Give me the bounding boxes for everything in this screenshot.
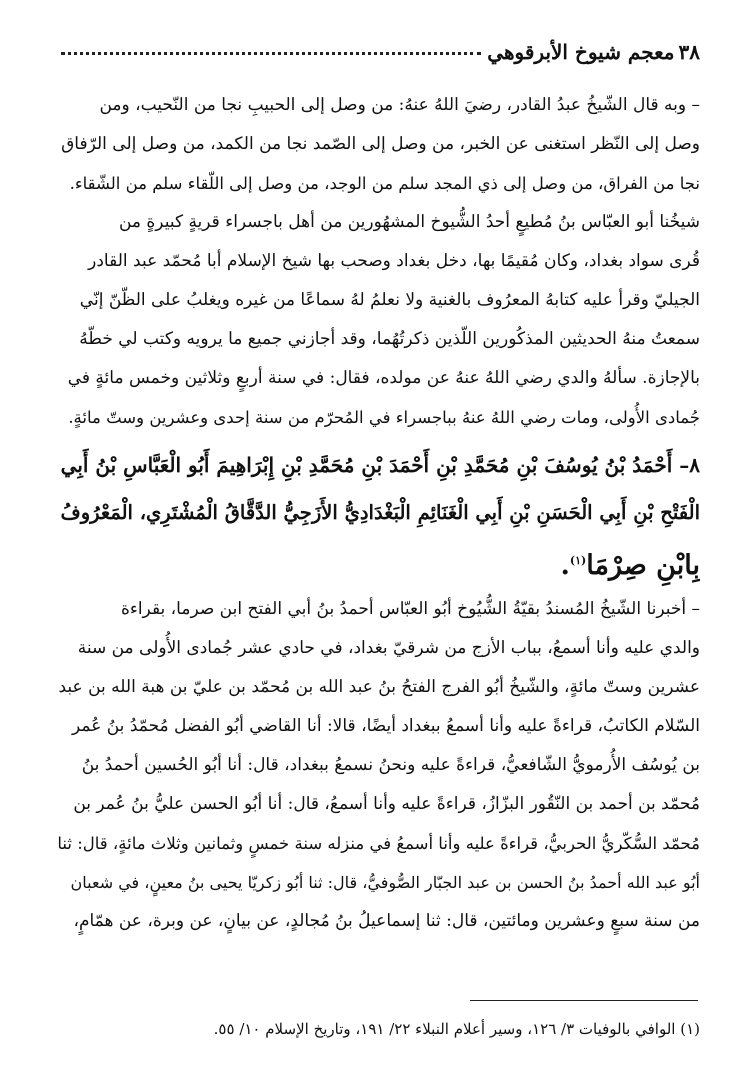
text-line: نجا من الفراق، من وصل إلى ذي المجد سلم من الوجد، من وصل إلى اللّقاء سلم من الشّقاء. xyxy=(69,174,700,193)
page-body xyxy=(55,86,700,941)
footnote-separator xyxy=(470,1000,698,1001)
footnote: (١) الوافي بالوفيات ٣/ ١٢٦، وسير أعلام النبلاء ٢٢/ ١٩١، وتاريخ الإسلام ١٠/ ٥٥. xyxy=(213,1020,700,1038)
text-line: وصل إلى النّظر استغنى عن الخبر، من وصل إلى الصّمد نجا من الكمد، من وصل إلى الرّفاق xyxy=(61,134,700,154)
text-line: بن يُوسُف الأُرمويُّ الشّافعيُّ، قراءةً عليه ونحنُ نسمعُ ببغداد، قال: أنا أبُو الحُسين أحمدُ بنُ xyxy=(81,755,700,775)
footnote-reference: (١) xyxy=(569,554,587,567)
text-line: مُحمّد السُّكّريُّ الحربيُّ، قراءةً عليه وأنا أسمعُ في منزله سنة خمسٍ وثمانين وثلاث مائةٍ، قال: ثنا xyxy=(57,834,700,853)
text-line: عشرين وستّ مائةٍ، والشّيخُ أبُو الفرج الفتحُ بنُ عبد الله بن مُحمّد بن عليّ بن هبة الله بن عبد xyxy=(58,677,700,697)
heading-end: . xyxy=(560,550,570,581)
heading-line-text: بِابْنِ صِرْمَا xyxy=(586,550,700,581)
text-line: والدي عليه وأنا أسمعُ، بباب الأزج من شرقيّ بغداد، في حادي عشر جُمادى الأُولى من سنة xyxy=(77,638,700,658)
text-line: – أخبرنا الشّيخُ المُسندُ بقيّةُ الشُّيُوخ أبُو العبّاس أحمدُ بنُ أبي الفتح ابن صرما، بقراءة xyxy=(120,599,700,619)
text-line: – وبه قال الشّيخُ عبدُ القادر، رضيَ اللهُ عنهُ: من وصل إلى الحبيبِ نجا من النّحيب، ومن xyxy=(99,95,700,115)
paragraph-isnad xyxy=(55,590,700,941)
text-line: أبُو عبد الله أحمدُ بنُ الحسن بن عبد الجبّار الصُّوفيُّ، قال: ثنا أبُو زكريّا يحيى بنُ معينٍ، في شعبان xyxy=(70,873,700,892)
running-header xyxy=(55,30,700,64)
entry-heading xyxy=(55,441,700,590)
heading-line: ٨– أَحْمَدُ بْنُ يُوسُفَ بْنِ مُحَمَّدِ بْنِ أَحْمَدَ بْنِ مُحَمَّدِ بْنِ إِبْرَاهِيمَ أَبُو الْعَبَّاسِ بْنُ أَبِي xyxy=(60,453,700,477)
paragraph-biography xyxy=(55,203,700,437)
text-line: جُمادى الأُولى، ومات رضي اللهُ عنهُ بباجسراء في المُحرّم من سنة إحدى وعشرين وستّ مائةٍ. xyxy=(68,408,700,427)
text-line: مُحمّد بن أحمد بن النّقُور البزّازُ، قراءةً عليه وأنا أسمعُ، قال: أنا أبُو الحسن عليُّ بنُ عُمر بن xyxy=(73,794,700,814)
paragraph-saying xyxy=(55,86,700,203)
heading-line xyxy=(55,537,700,590)
text-line: سمعتُ منهُ الحديثين المذكُورين اللّذين ذكرتُهُما، وقد أجازني جميع ما يرويه وكتب لي خطّهُ xyxy=(79,329,700,349)
page-number: ٣٨ xyxy=(678,40,700,64)
text-line: قُرى سواد بغداد، وكان مُقيمًا بها، دخل بغداد وصحب بها شيخ الإسلام أبا مُحمّد عبد القادر xyxy=(88,251,700,271)
book-title: معجم شيوخ الأبرقوهي xyxy=(487,40,675,64)
heading-line: الْفَتْحِ بْنِ أَبِي الْحَسَنِ بْنِ أَبِي الْغَنَائِمِ الْبَغْدَادِيُّ الأَزَجِيُّ الدَّقَّاقُ الْمُشْتَرِي، الْمَعْرُوفُ xyxy=(60,501,700,524)
text-line: شيخُنا أبو العبّاس بنُ مُطيعٍ أحدُ الشُّيوخ المشهُورين من أهل باجسراء قريةٍ كبيرةٍ من xyxy=(118,212,700,232)
text-line: بالإجازة. سألهُ والدي رضي اللهُ عنهُ عن مولده، فقال: في سنة أربعٍ وثلاثين وخمس مائةٍ في xyxy=(67,368,700,388)
header-dotted-leader xyxy=(61,51,481,55)
text-line: من سنة سبعٍ وعشرين ومائتين، قال: ثنا إسماعيلُ بنُ مُجالدٍ، عن بيانٍ، عن وبرة، عن همّامٍ، xyxy=(73,911,700,931)
text-line: الجيليّ وقرأ عليه كتابهُ المعرُوف بالغنية ولا نعلمُ لهُ سماعًا من غيره ويغلبُ على الظّنّ إنّي xyxy=(79,290,700,310)
text-line: السّلام الكاتبُ، قراءةً عليه وأنا أسمعُ ببغداد أيضًا، قالا: أنا القاضي أبُو الفضل مُحمّدُ بنُ عُمر xyxy=(71,716,700,736)
